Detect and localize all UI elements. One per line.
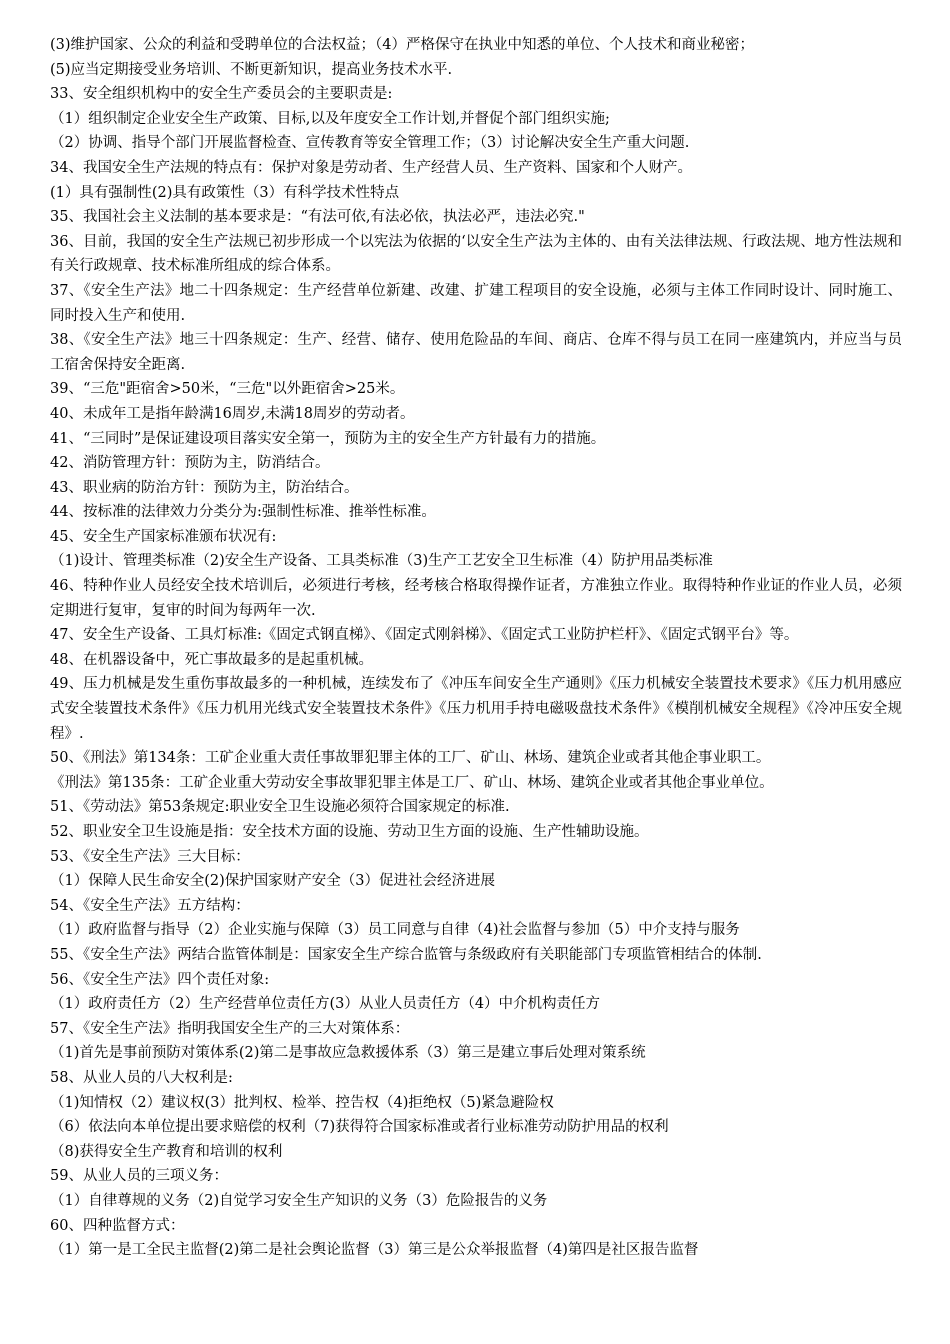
section-paragraph-49: 49、压力机械是发生重伤事故最多的一种机械，连续发布了《冲压车间安全生产通则》《压力机械安全装置技术要求》《压力机用感应式安全装置技术条件》《压力机用光线式安全装置技术条件》《压力机用手持电磁吸盘技术条件》《模削机械安全规程》《冷冲压安全规程》. — [50, 676, 902, 742]
text-line: （1)首先是事前预防对策体系(2)第二是事故应急救援体系（3）第三是建立事后处理对策系统 — [50, 1045, 646, 1062]
section-heading-52: 52、职业安全卫生设施是指：安全技术方面的设施、劳动卫生方面的设施、生产性辅助设施。 — [50, 824, 649, 840]
section-heading-40: 40、未成年工是指年龄满16周岁,未满18周岁的劳动者。 — [50, 405, 415, 422]
text-line: （1）第一是工全民主监督(2)第二是社会舆论监督（3）第三是公众举报监督（4)第四是社区报告监督 — [50, 1242, 699, 1259]
section-heading-43: 43、职业病的防治方针：预防为主，防治结合。 — [50, 479, 359, 496]
section-heading-55: 55、《安全生产法》两结合监管体制是：国家安全生产综合监管与条级政府有关职能部门专项监管相结合的体制. — [50, 946, 762, 963]
section-heading-50: 50、《刑法》第134条：工矿企业重大责任事故罪犯罪主体的工厂、矿山、林场、建筑企业或者其他企事业职工。 — [50, 750, 771, 767]
section-heading-57: 57、《安全生产法》指明我国安全生产的三大对策体系： — [50, 1020, 410, 1037]
section-heading-58: 58、从业人员的八大权利是: — [50, 1069, 233, 1086]
section-heading-41: 41、“三同时”是保证建设项目落实安全第一，预防为主的安全生产方针最有力的措施。 — [50, 430, 606, 447]
text-line: （1）自律尊规的义务（2)自觉学习安全生产知识的义务（3）危险报告的义务 — [50, 1192, 548, 1209]
text-line: （6）依法向本单位提出要求赔偿的权利（7)获得符合国家标准或者行业标准劳动防护用品的权利 — [50, 1119, 669, 1136]
text-line: （8)获得安全生产教育和培训的权利 — [50, 1143, 283, 1160]
text-line: （1)设计、管理类标准（2)安全生产设备、工具类标准（3)生产工艺安全卫生标准（4）防护用品类标准 — [50, 553, 713, 570]
section-heading-35: 35、我国社会主义法制的基本要求是：“有法可依,有法必依，执法必严，违法必究." — [50, 209, 585, 226]
section-heading-60: 60、四种监督方式： — [50, 1217, 185, 1234]
section-paragraph-46: 46、特种作业人员经安全技术培训后，必须进行考核，经考核合格取得操作证者，方准独立作业。取得特种作业证的作业人员，必须定期进行复审，复审的时间为每两年一次. — [50, 578, 902, 619]
text-line: (5)应当定期接受业务培训、不断更新知识，提高业务技术水平. — [50, 61, 453, 78]
section-paragraph-36: 36、目前，我国的安全生产法规已初步形成一个以宪法为依据的‘以安全生产法为主体的、由有关法律法规、行政法规、地方性法规和有关行政规章、技术标准所组成的综合体系。 — [50, 233, 902, 275]
text-line: （1）政府责任方（2）生产经营单位责任方(3）从业人员责任方（4）中介机构责任方 — [50, 996, 601, 1013]
section-heading-39: 39、“三危"距宿舍>50米，“三危"以外距宿舍>25米。 — [50, 381, 405, 398]
section-paragraph-38: 38、《安全生产法》地三十四条规定：生产、经营、储存、使用危险品的车间、商店、仓库不得与员工在同一座建筑内，并应当与员工宿舍保持安全距离. — [50, 332, 902, 373]
section-heading-59: 59、从业人员的三项义务： — [50, 1168, 228, 1185]
document-page — [50, 33, 902, 1263]
section-heading-48: 48、在机器设备中，死亡事故最多的是起重机械。 — [50, 651, 373, 668]
text-line: （1）组织制定企业安全生产政策、目标,以及年度安全工作计划,并督促个部门组织实施; — [50, 110, 610, 127]
text-line: （1)知情权（2）建议权(3）批判权、检举、控告权（4)拒绝权（5)紧急避险权 — [50, 1094, 554, 1111]
section-heading-51: 51、《劳动法》第53条规定:职业安全卫生设施必须符合国家规定的标准. — [50, 799, 510, 816]
text-line: (3)维护国家、公众的利益和受聘单位的合法权益；（4）严格保守在执业中知悉的单位、个人技术和商业秘密； — [50, 37, 755, 53]
section-heading-56: 56、《安全生产法》四个责任对象: — [50, 971, 270, 988]
section-heading-45: 45、安全生产国家标准颁布状况有: — [50, 528, 277, 545]
section-heading-42: 42、消防管理方针：预防为主，防消结合。 — [50, 455, 330, 472]
section-heading-34: 34、我国安全生产法规的特点有：保护对象是劳动者、生产经营人员、生产资料、国家和个人财产。 — [50, 159, 692, 176]
text-line: （2）协调、指导个部门开展监督检查、宣传教育等安全管理工作；（3）讨论解决安全生产重大问题. — [50, 135, 690, 152]
section-heading-53: 53、《安全生产法》三大目标： — [50, 848, 250, 865]
text-line: （1）政府监督与指导（2）企业实施与保障（3）员工同意与自律（4)社会监督与参加（5）中介支持与服务 — [50, 922, 740, 939]
text-line: 《刑法》第135条：工矿企业重大劳动安全事故罪犯罪主体是工厂、矿山、林场、建筑企业或者其他企事业单位。 — [50, 774, 774, 791]
text-line: （1）保障人民生命安全(2)保护国家财产安全（3）促进社会经济进展 — [50, 873, 495, 890]
section-heading-54: 54、《安全生产法》五方结构： — [50, 897, 250, 914]
text-line: (1）具有强制性(2)具有政策性（3）有科学技术性特点 — [50, 184, 400, 201]
section-paragraph-37: 37、《安全生产法》地二十四条规定：生产经营单位新建、改建、扩建工程项目的安全设施，必须与主体工作同时设计、同时施工、同时投入生产和使用. — [50, 282, 902, 324]
section-heading-33: 33、安全组织机构中的安全生产委员会的主要职责是: — [50, 86, 393, 103]
section-heading-44: 44、按标准的法律效力分类分为:强制性标准、推举性标准。 — [50, 504, 436, 521]
section-paragraph-47: 47、安全生产设备、工具灯标准:《固定式钢直梯》、《固定式刚斜梯》、《固定式工业防护栏杆》、《固定式钢平台》等。 — [50, 627, 799, 644]
